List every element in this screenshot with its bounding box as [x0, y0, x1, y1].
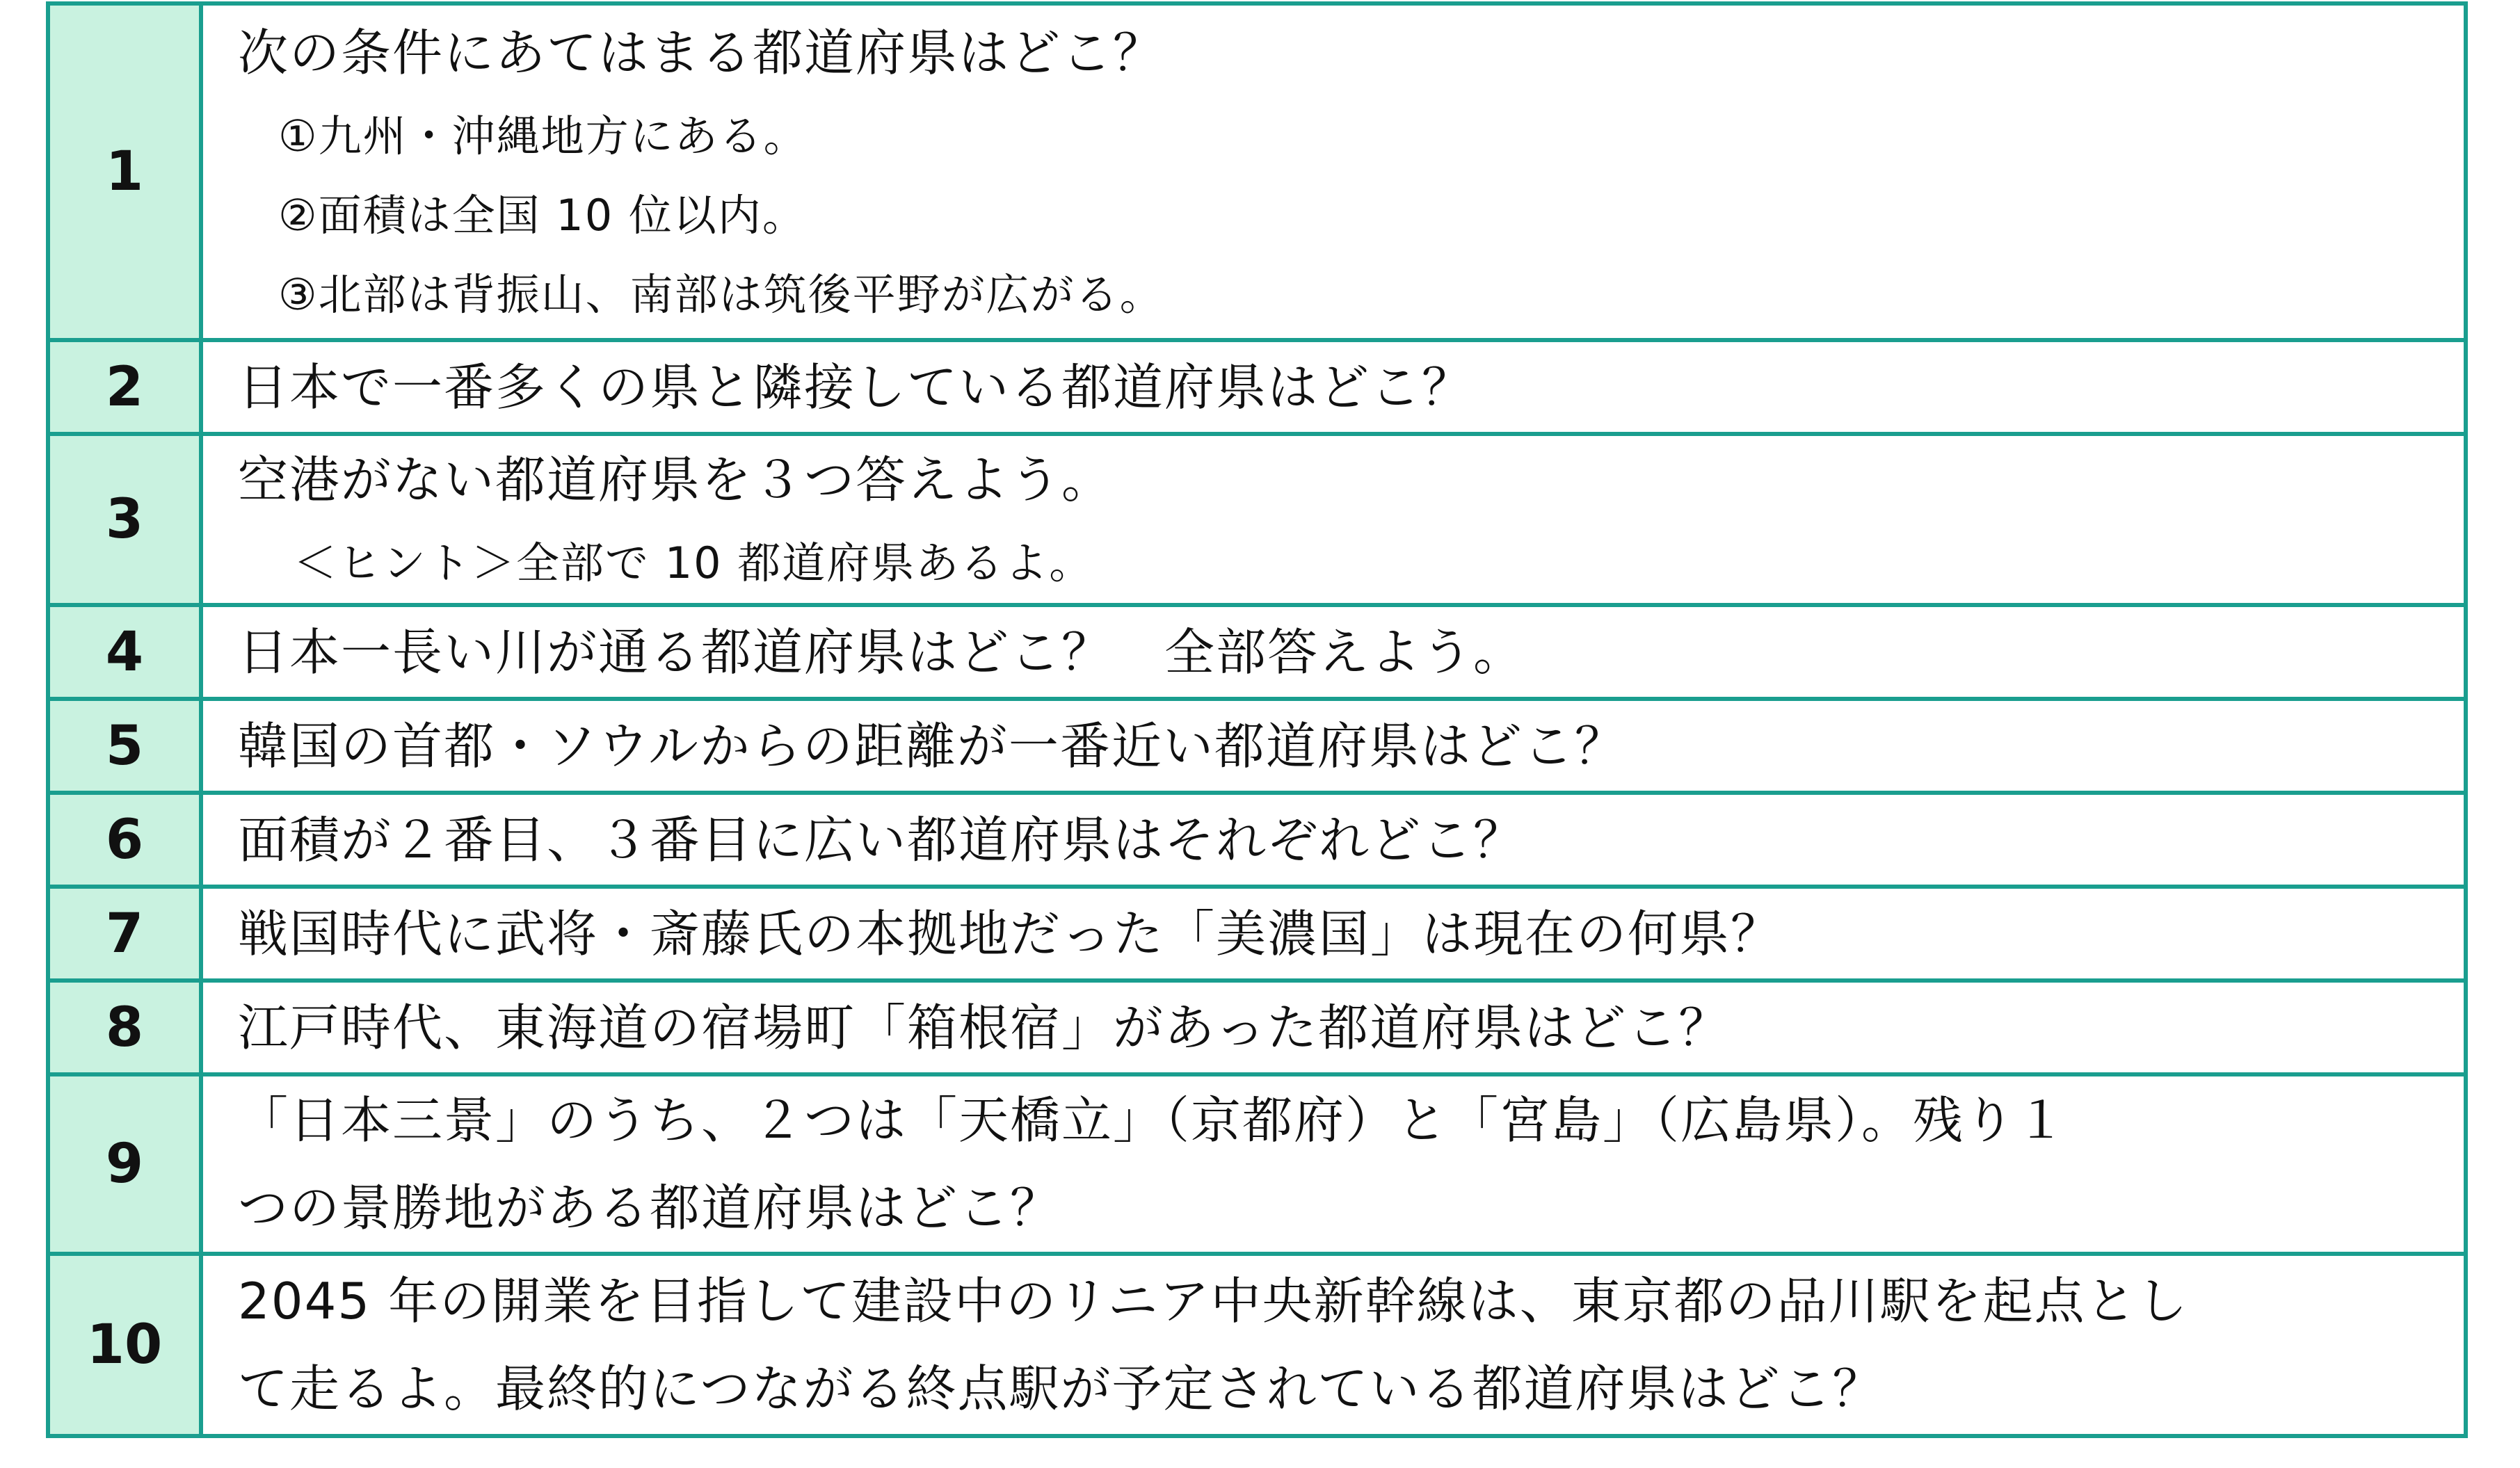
question-number: 7 [48, 887, 201, 981]
question-cell [201, 981, 2466, 1074]
question-number: 5 [48, 699, 201, 793]
question-number: 10 [48, 1254, 201, 1436]
question-row-8 [48, 981, 2466, 1074]
question-text: 江戸時代、東海道の宿場町「箱根宿」があった都道府県はどこ？ [238, 998, 1731, 1057]
question-cell [201, 887, 2466, 981]
question-number: 3 [48, 434, 201, 605]
question-number: 4 [48, 605, 201, 699]
question-text: て走るよ。最終的につながる終点駅が予定されている都道府県はどこ？ [238, 1360, 1884, 1418]
condition-text: ①九州・沖縄地方にある。 [278, 111, 808, 161]
question-text: つの景勝地がある都道府県はどこ？ [238, 1179, 1062, 1237]
question-text: 韓国の首都・ソウルからの距離が一番近い都道府県はどこ？ [238, 716, 1626, 775]
quiz-table [46, 1, 2468, 1438]
question-cell [201, 699, 2466, 793]
question-row-2 [48, 340, 2466, 434]
condition-text: ③北部は背振山、南部は筑後平野が広がる。 [278, 269, 1164, 320]
question-cell [201, 434, 2466, 605]
question-number: 2 [48, 340, 201, 434]
question-text: 戦国時代に武将・斎藤氏の本拠地だった「美濃国」は現在の何県？ [238, 904, 1783, 963]
condition-text: ②面積は全国 10 位以内。 [278, 190, 807, 241]
question-row-7 [48, 887, 2466, 981]
question-cell [201, 1074, 2466, 1254]
question-cell [201, 605, 2466, 699]
question-row-4 [48, 605, 2466, 699]
question-text: 日本で一番多くの県と隣接している都道府県はどこ？ [238, 357, 1474, 417]
question-text: 面積が２番目、３番目に広い都道府県はそれぞれどこ？ [238, 810, 1525, 869]
question-number: 6 [48, 793, 201, 887]
question-cell [201, 3, 2466, 340]
question-row-10 [48, 1254, 2466, 1436]
question-number: 1 [48, 3, 201, 340]
question-row-6 [48, 793, 2466, 887]
question-cell [201, 340, 2466, 434]
question-row-5 [48, 699, 2466, 793]
question-cell [201, 793, 2466, 887]
question-cell [201, 1254, 2466, 1436]
question-text: 「日本三景」のうち、２つは「天橋立」（京都府）と「宮島」（広島県）。残り１ [238, 1091, 2068, 1150]
question-text: 空港がない都道府県を３つ答えよう。 [238, 451, 1114, 509]
question-row-1 [48, 3, 2466, 340]
question-number: 8 [48, 981, 201, 1074]
question-row-3 [48, 434, 2466, 605]
question-text: 日本一長い川が通る都道府県はどこ？ 全部答えよう。 [238, 622, 1525, 681]
question-text: 2045 年の開業を目指して建設中のリニア中央新幹線は、東京都の品川駅を起点とし [238, 1272, 2189, 1330]
question-row-9 [48, 1074, 2466, 1254]
question-text: 次の条件にあてはまる都道府県はどこ？ [238, 24, 1165, 82]
question-number: 9 [48, 1074, 201, 1254]
hint-text: ＜ヒント＞全部で 10 都道府県あるよ。 [294, 538, 1094, 588]
